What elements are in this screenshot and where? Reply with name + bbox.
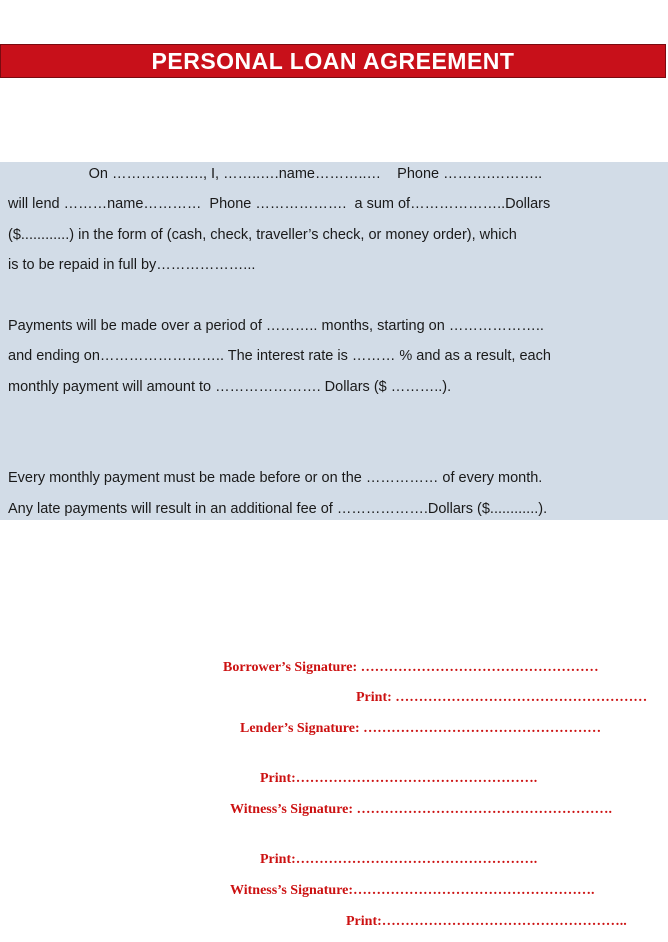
payment-line: Payments will be made over a period of ……….. months, starting on ……………….. [8,318,544,334]
terms-line: ($............) in the form of (cash, check, traveller’s check, or money order), which [8,227,517,243]
lender-print-line: Print:……………………………………………. [260,771,538,786]
agreement-body [0,162,668,520]
terms-line: On ………………., I, ……..….name………..… Phone ……….……….. [8,166,543,182]
payment-line: and ending on…………………….. The interest rate is ……… % and as a result, each [8,348,551,364]
lender-signature-line: Lender’s Signature: …………………………………………… [240,721,602,736]
witness1-signature-line: Witness’s Signature: ………………………………………………. [230,802,613,817]
document-title-text: PERSONAL LOAN AGREEMENT [151,47,515,74]
witness2-print-line: Print:…………………………………………….. [346,914,627,929]
late-fee-line: Every monthly payment must be made before or on the …………… of every month. [8,470,543,486]
borrower-signature-line: Borrower’s Signature: …………………………………………… [223,660,599,675]
witness1-print-line: Print:……………………………………………. [260,852,538,867]
payment-line: monthly payment will amount to …………………. Dollars ($ ………..). [8,379,452,395]
document-title [0,44,666,78]
terms-line: will lend ………name………… Phone ………………. a sum of………………..Dollars [8,196,551,212]
borrower-print-line: Print: ……………………………………………… [356,690,648,705]
witness2-signature-line: Witness’s Signature:……………………………………………. [230,883,595,898]
late-fee-line: Any late payments will result in an additional fee of ……………….Dollars ($............). [8,501,548,517]
terms-line: is to be repaid in full by………………... [8,257,256,273]
